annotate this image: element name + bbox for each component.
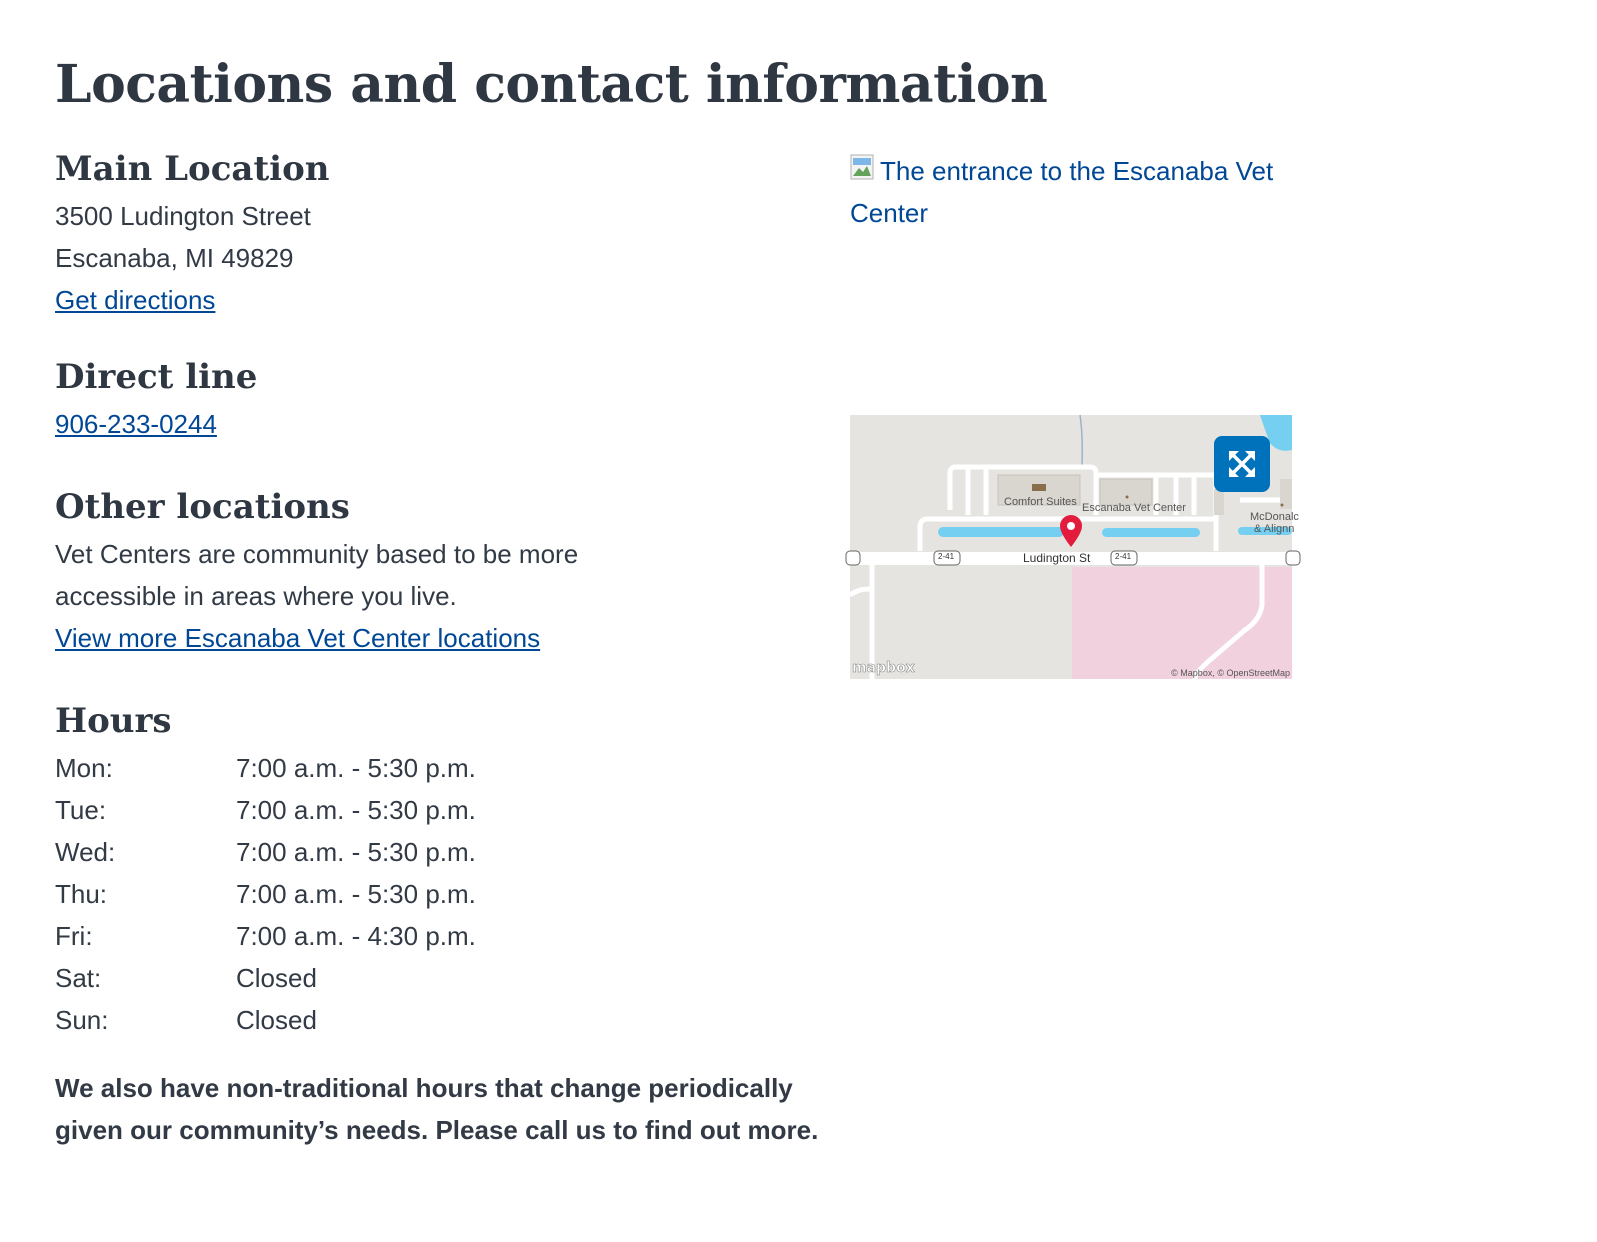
hours-day: Mon: (55, 753, 113, 783)
map-label-vet-center: Escanaba Vet Center (1082, 502, 1186, 514)
other-locations-description-2: accessible in areas where you live. (55, 581, 457, 611)
hours-time: 7:00 a.m. - 4:30 p.m. (236, 921, 476, 951)
map-label-restaurant-1: McDonalc (1250, 511, 1299, 523)
mapbox-logo[interactable]: mapbox (852, 660, 915, 676)
hours-day: Wed: (55, 837, 116, 867)
hours-heading: Hours (55, 701, 172, 741)
hours-day: Thu: (55, 879, 108, 909)
get-directions-link[interactable]: Get directions (55, 285, 216, 315)
hours-row (55, 873, 815, 915)
hours-time: 7:00 a.m. - 5:30 p.m. (236, 795, 476, 825)
hours-day: Sat: (55, 963, 102, 993)
hours-time: 7:00 a.m. - 5:30 p.m. (236, 837, 476, 867)
hours-day: Fri: (55, 921, 93, 951)
hours-day: Tue: (55, 795, 107, 825)
direct-line-section (55, 351, 815, 445)
address-line-1: 3500 Ludington Street (55, 201, 311, 231)
hours-row (55, 915, 815, 957)
hours-table (55, 747, 815, 1041)
direct-line-heading: Direct line (55, 357, 258, 397)
map-route-shield: 2-41 (938, 552, 955, 561)
hours-row (55, 957, 815, 999)
other-locations-description-1: Vet Centers are community based to be more (55, 539, 579, 569)
map-attribution[interactable]: © Mapbox, © OpenStreetMap (1171, 668, 1290, 678)
hours-row (55, 831, 815, 873)
hours-time: 7:00 a.m. - 5:30 p.m. (236, 879, 476, 909)
location-map[interactable] (850, 415, 1299, 679)
hours-time: Closed (236, 963, 317, 993)
broken-image-icon (850, 152, 878, 180)
hours-row (55, 999, 815, 1041)
map-route-shield: 2-41 (1115, 552, 1132, 561)
hours-day: Sun: (55, 1005, 109, 1035)
hours-note-line-2: given our community’s needs. Please call us to find out more. (55, 1115, 819, 1145)
hours-note-line-1: We also have non-traditional hours that change periodically (55, 1073, 793, 1103)
hours-row (55, 747, 815, 789)
map-label-hotel: Comfort Suites (1004, 496, 1077, 508)
other-locations-section (55, 481, 815, 659)
map-expand-button[interactable] (1214, 436, 1270, 492)
hours-time: 7:00 a.m. - 5:30 p.m. (236, 753, 476, 783)
hours-note (55, 1067, 825, 1151)
address-line-2: Escanaba, MI 49829 (55, 243, 294, 273)
hours-section (55, 695, 819, 1151)
facility-image-alt-text: The entrance to the Escanaba Vet Center (850, 156, 1274, 228)
main-location-heading: Main Location (55, 149, 330, 189)
hours-row (55, 789, 815, 831)
expand-arrows-icon (1227, 449, 1257, 479)
main-location-section (55, 143, 815, 321)
map-label-restaurant-2: & Alignn (1254, 523, 1295, 535)
phone-link[interactable]: 906-233-0244 (55, 409, 217, 439)
other-locations-heading: Other locations (55, 487, 350, 527)
facility-image-link[interactable] (850, 150, 1300, 234)
location-details (55, 143, 819, 1151)
map-label-street: Ludington St (1023, 551, 1091, 565)
hours-time: Closed (236, 1005, 317, 1035)
view-more-locations-link[interactable]: View more Escanaba Vet Center locations (55, 623, 541, 653)
page-title: Locations and contact information (55, 54, 1048, 115)
